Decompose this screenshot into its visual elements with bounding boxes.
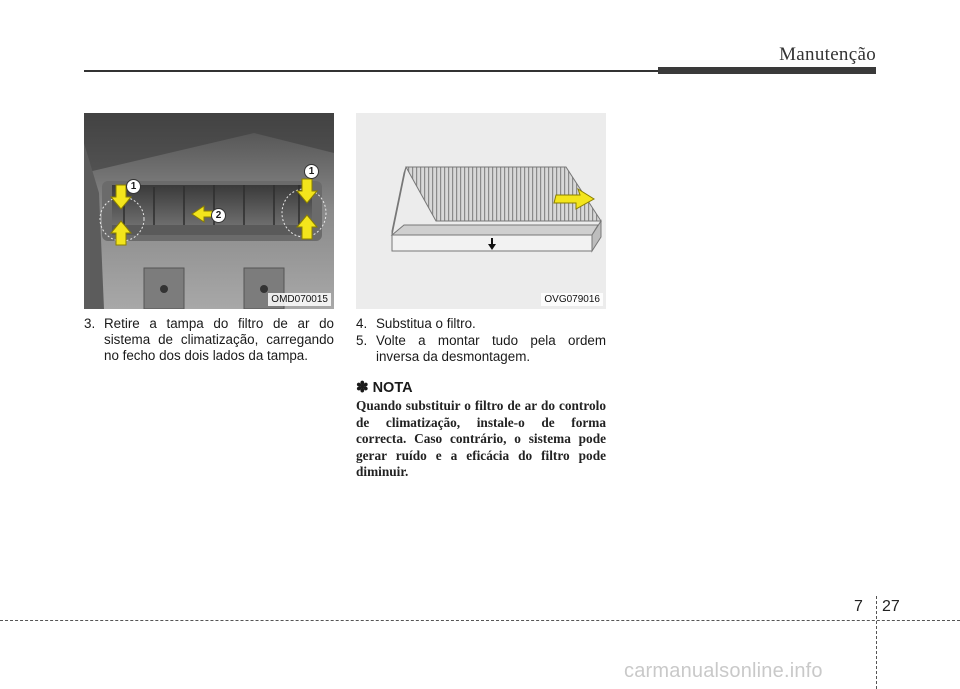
header-rule-thin (84, 70, 660, 72)
note-title: NOTA (372, 380, 413, 396)
left-column (84, 316, 334, 365)
header-rule-thick (658, 67, 876, 74)
footer-rule (0, 620, 960, 621)
chapter-number: 7 (854, 598, 863, 615)
step-3 (84, 316, 334, 364)
step-text: Retire a tampa do filtro de ar do sistema de climatização, carregando no fecho dos dois lados da tampa. (104, 316, 334, 363)
step-number: 5. (356, 333, 368, 348)
page-header-title: Manutenção (779, 44, 876, 65)
note-body: Quando substituir o filtro de ar do controlo de climatização, instale-o de forma correcta. Caso contrário, o sistema pode gerar ruído e a eficácia do filtro pode diminuir. (356, 398, 606, 479)
note-heading (356, 380, 606, 396)
air-filter-illustration (356, 113, 606, 309)
step-text: Volte a montar tudo pela ordem inversa da desmontagem. (376, 333, 606, 364)
figure-code: OMD070015 (268, 293, 331, 306)
watermark: carmanualsonline.info (624, 660, 823, 682)
step-number: 3. (84, 316, 96, 331)
callout-1-left: 1 (126, 179, 141, 194)
note-mark-icon: ✽ (356, 379, 369, 396)
callout-2: 2 (211, 208, 226, 223)
footer-divider (876, 596, 877, 689)
figure-air-filter (356, 113, 606, 309)
step-text: Substitua o filtro. (376, 316, 476, 331)
filter-cover-illustration (84, 113, 334, 309)
step-number: 4. (356, 316, 368, 331)
step-5 (356, 333, 606, 365)
figure-code: OVG079016 (541, 293, 603, 306)
page-number: 27 (882, 598, 900, 615)
step-4 (356, 316, 606, 332)
figure-filter-cover (84, 113, 334, 309)
right-column (356, 316, 606, 481)
callout-1-right: 1 (304, 164, 319, 179)
